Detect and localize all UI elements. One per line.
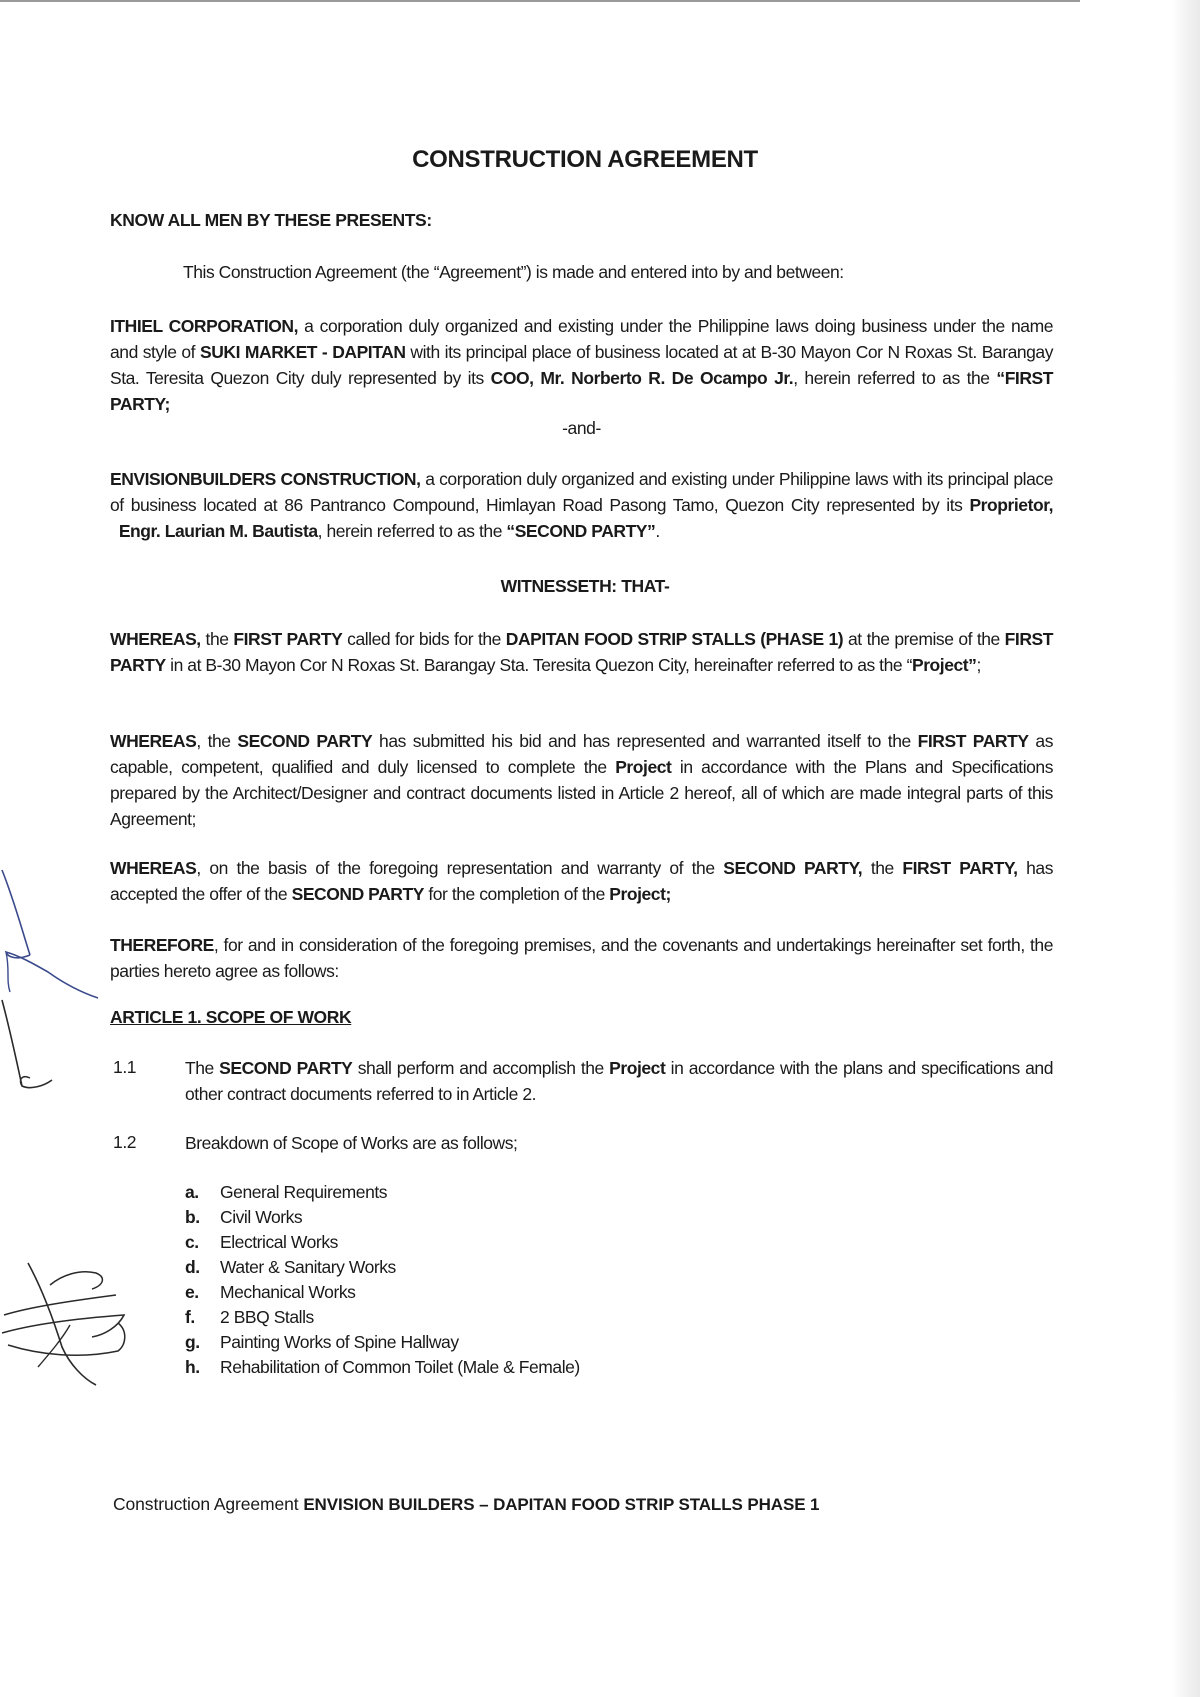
and-separator: -and-	[562, 418, 601, 438]
clause-1-2-text: Breakdown of Scope of Works are as follows;	[185, 1133, 518, 1153]
whereas-3-second-party-2: SECOND PARTY	[291, 884, 424, 904]
clause-1-1-text	[185, 1055, 1053, 1107]
scope-item-text: Rehabilitation of Common Toilet (Male & Female)	[220, 1357, 580, 1377]
whereas-1-first-party-2: FIRST PARTY	[110, 629, 1053, 675]
first-party-label: “FIRST PARTY;	[110, 368, 1053, 414]
second-party-name: ENVISIONBUILDERS CONSTRUCTION,	[110, 469, 421, 489]
second-party-paragraph	[110, 466, 1053, 544]
scope-item-key: e.	[185, 1282, 199, 1302]
clause-1-1-second-party: SECOND PARTY	[219, 1058, 353, 1078]
scope-item-key: a.	[185, 1182, 199, 1202]
clause-1-2-number: 1.2	[113, 1132, 137, 1152]
scope-item	[185, 1282, 355, 1307]
whereas-3-text-b: the	[862, 858, 903, 878]
whereas-1-paragraph	[110, 626, 1053, 678]
first-party-text-1: a corporation duly organized and existing under the Philippine laws doing business under the name and style of	[110, 316, 1053, 362]
whereas-2-project: Project	[615, 757, 672, 777]
clause-1-1-text-a: The	[185, 1058, 220, 1078]
scope-item-key: g.	[185, 1332, 200, 1352]
scope-item-text: General Requirements	[220, 1182, 388, 1202]
whereas-1-project: Project”	[911, 655, 977, 675]
whereas-1-project-name: DAPITAN FOOD STRIP STALLS (PHASE 1)	[505, 629, 844, 649]
second-party-text-2	[110, 521, 119, 541]
whereas-2-text-b: has submitted his bid and has represented and warranted itself to the	[372, 731, 918, 751]
whereas-3-project: Project;	[609, 884, 671, 904]
scope-item-key: d.	[185, 1257, 200, 1277]
whereas-1-text-c: at the premise of the	[843, 629, 1005, 649]
whereas-1-text-a: the	[200, 629, 234, 649]
whereas-1-text-e: ;	[976, 655, 981, 675]
therefore-text: , for and in consideration of the foregoing premises, and the covenants and undertakings hereinafter set forth, the parties hereto agree as follows:	[110, 935, 1053, 981]
scope-item-text: Mechanical Works	[220, 1282, 356, 1302]
first-party-paragraph	[110, 313, 1053, 417]
whereas-3-text-a: , on the basis of the foregoing representation and warranty of the	[196, 858, 724, 878]
scope-item	[185, 1307, 314, 1332]
trade-name: SUKI MARKET - DAPITAN	[199, 342, 406, 362]
scope-item-key: b.	[185, 1207, 200, 1227]
whereas-2-keyword: WHEREAS	[110, 731, 197, 751]
scope-item	[185, 1207, 302, 1232]
scope-item	[185, 1232, 338, 1257]
whereas-3-text-c: has accepted the offer of the	[110, 858, 1053, 904]
clause-1-1-text-c: in accordance with the plans and specifications and other contract documents referred to in Article 2.	[185, 1058, 1053, 1104]
scope-item	[185, 1357, 580, 1382]
second-party-text-1: a corporation duly organized and existing under Philippine laws with its principal place of business located at 86 Pantranco Compound, Himlayan Road Pasong Tamo, Quezon City represented by its	[110, 469, 1053, 515]
clause-1-1-text-b: shall perform and accomplish the	[352, 1058, 610, 1078]
margin-signature-1	[0, 860, 120, 1100]
first-party-text-2: with its principal place of business located at at B-30 Mayon Cor N Roxas St. Barangay Sta. Teresita Quezon City duly represented by its	[110, 342, 1054, 388]
whereas-2-second-party: SECOND PARTY	[237, 731, 373, 751]
whereas-2-text-d: in accordance with the Plans and Specifications prepared by the Architect/Designer and contract documents listed in Article 2 hereof, all of which are made integral parts of this Agreement;	[110, 757, 1053, 829]
whereas-3-keyword: WHEREAS	[110, 858, 197, 878]
footer-prefix: Construction Agreement	[113, 1494, 304, 1514]
first-party-rep: COO, Mr. Norberto R. De Ocampo Jr.	[490, 368, 794, 388]
second-party-rep: Engr. Laurian M. Bautista	[118, 521, 318, 541]
scope-item-text: Water & Sanitary Works	[220, 1257, 396, 1277]
whereas-3-paragraph	[110, 855, 1053, 907]
witnesseth-heading: WITNESSETH: THAT-	[500, 576, 670, 596]
scope-item-key: h.	[185, 1357, 200, 1377]
whereas-2-paragraph	[110, 728, 1053, 832]
whereas-1-text-d: in at B-30 Mayon Cor N Roxas St. Barangay Sta. Teresita Quezon City, hereinafter referred to as the “	[165, 655, 912, 675]
whereas-1-keyword: WHEREAS,	[110, 629, 201, 649]
second-party-label: “SECOND PARTY”	[506, 521, 656, 541]
scope-item-key: c.	[185, 1232, 199, 1252]
whereas-3-first-party: FIRST PARTY,	[902, 858, 1018, 878]
clause-1-1-project: Project	[609, 1058, 666, 1078]
scan-right-edge	[1172, 0, 1200, 1697]
scan-top-edge	[0, 0, 1080, 2]
margin-signature-2	[0, 1255, 140, 1395]
page-footer	[113, 1494, 819, 1515]
therefore-keyword: THEREFORE	[110, 935, 214, 955]
scope-item-text: Painting Works of Spine Hallway	[220, 1332, 459, 1352]
whereas-1-first-party: FIRST PARTY	[233, 629, 343, 649]
intro-paragraph: This Construction Agreement (the “Agreement”) is made and entered into by and between:	[183, 262, 844, 282]
first-party-name: ITHIEL CORPORATION,	[110, 316, 298, 336]
scope-item-key: f.	[185, 1307, 195, 1327]
whereas-3-second-party: SECOND PARTY,	[723, 858, 863, 878]
know-all-men-heading: KNOW ALL MEN BY THESE PRESENTS:	[110, 210, 432, 230]
scope-item-text: 2 BBQ Stalls	[220, 1307, 314, 1327]
therefore-paragraph	[110, 932, 1053, 984]
scope-item	[185, 1257, 396, 1282]
whereas-2-text-a: , the	[196, 731, 238, 751]
scope-item	[185, 1332, 459, 1357]
scope-item-text: Electrical Works	[220, 1232, 338, 1252]
second-party-text-3: , herein referred to as the	[317, 521, 507, 541]
scope-item-text: Civil Works	[220, 1207, 303, 1227]
second-party-text-4: .	[655, 521, 660, 541]
whereas-2-text-c: as capable, competent, qualified and duly licensed to complete the	[110, 731, 1053, 777]
whereas-2-first-party: FIRST PARTY	[917, 731, 1029, 751]
footer-title: ENVISION BUILDERS – DAPITAN FOOD STRIP STALLS PHASE 1	[303, 1495, 820, 1514]
whereas-1-text-b: called for bids for the	[342, 629, 506, 649]
first-party-text-3: , herein referred to as the	[793, 368, 997, 388]
whereas-3-text-d: for the completion of the	[423, 884, 610, 904]
document-title: CONSTRUCTION AGREEMENT	[412, 146, 758, 173]
article-1-heading: ARTICLE 1. SCOPE OF WORK	[110, 1007, 352, 1027]
clause-1-1-number: 1.1	[113, 1057, 137, 1077]
scope-item	[185, 1182, 387, 1207]
second-party-title: Proprietor,	[969, 495, 1053, 515]
